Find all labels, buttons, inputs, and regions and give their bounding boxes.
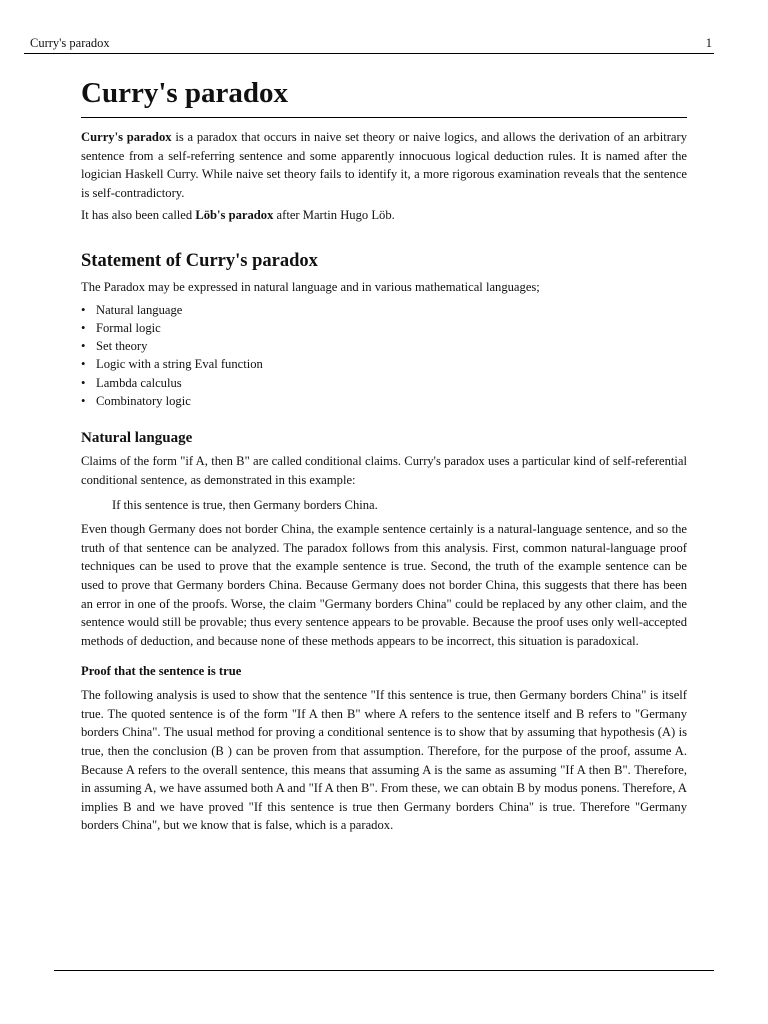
- alias-bold: Löb's paradox: [195, 208, 274, 223]
- bullet-icon: •: [81, 357, 86, 372]
- list-item: [81, 355, 687, 373]
- list-item-text: Combinatory logic: [96, 394, 191, 409]
- alias-pre: It has also been called: [81, 208, 196, 223]
- bullet-icon: •: [81, 375, 86, 390]
- alias-paragraph: [81, 206, 687, 225]
- term-bold: Curry's paradox: [81, 130, 172, 144]
- list-item: [81, 374, 687, 392]
- proof-paragraph: The following analysis is used to show that the sentence "If this sentence is true, then Germany borders China" is itself true. The quoted sentence is of the form "If A then B" where A refers to the sentence itself and B refers to "Germany borders China". The usual method for proving a conditional sentence is to show that by assuming that hypothesis (A) is true, then the conclusion (B ) can be proven from that assumption. Therefore, for the purpose of the proof, assume A. Because A refers to the overall sentence, this means that assuming A is the same as assuming "If A then B". Therefore, in assuming A, we have assumed both A and "If A then B". From these, we can obtain B by modus ponens. Therefore, A implies B and we have proved "If this sentence is true then Germany borders China" is true. Therefore "Germany borders China", but we know that is false, which is a paradox.: [81, 688, 687, 833]
- intro-text: is a paradox that occurs in naive set theory or naive logics, and allows the derivation of an arbitrary sentence from a self-referring sentence and some apparently innocuous logical deduction rules. It is named after the logician Haskell Curry. While naive set theory fails to identify it, a more rigorous examination reveals that the sentence is self-contradictory.: [81, 130, 687, 200]
- article-content: [81, 70, 687, 835]
- bullet-icon: •: [81, 394, 86, 409]
- footer-rule: [54, 970, 714, 971]
- page-number: 1: [705, 36, 712, 50]
- list-item-text: Natural language: [96, 302, 183, 317]
- statement-list: [81, 301, 687, 411]
- statement-intro: The Paradox may be expressed in natural language and in various mathematical languages;: [81, 279, 540, 294]
- bullet-icon: •: [81, 302, 86, 317]
- list-item-text: Formal logic: [96, 320, 161, 335]
- list-item: [81, 392, 687, 410]
- list-item: [81, 301, 687, 319]
- alias-post: after Martin Hugo Löb.: [273, 208, 395, 223]
- bullet-icon: •: [81, 320, 86, 335]
- natural-language-paragraph-2: Even though Germany does not border China, the example sentence certainly is a natural-language sentence, and so the truth of that sentence can be analyzed. The paradox follows from this analysis. First, common natural-language proof techniques can be used to prove that the example sentence is true. Second, the truth of the example sentence can be used to prove that Germany borders China. Because Germany does not border China, this suggests that there has been an error in one of the proofs. Worse, the claim "Germany borders China" could be replaced by any other claim, and the sentence would still be provable; thus every sentence appears to be provable. Because the proof uses only well-accepted methods of deduction, and because none of these methods appears to be incorrect, this situation is paradoxical.: [81, 522, 687, 648]
- list-item: [81, 337, 687, 355]
- bullet-icon: •: [81, 339, 86, 354]
- list-item-text: Set theory: [96, 339, 148, 354]
- example-sentence: If this sentence is true, then Germany borders China.: [112, 497, 378, 512]
- page-header: [24, 35, 714, 54]
- intro-paragraph: [81, 128, 687, 202]
- list-item: [81, 319, 687, 337]
- section-heading-natural-language: Natural language: [81, 430, 193, 447]
- list-item-text: Logic with a string Eval function: [96, 357, 263, 372]
- list-item-text: Lambda calculus: [96, 375, 182, 390]
- section-heading-proof: Proof that the sentence is true: [81, 664, 242, 679]
- page-title: Curry's paradox: [81, 70, 687, 118]
- natural-language-paragraph-1: Claims of the form "if A, then B" are called conditional claims. Curry's paradox uses a particular kind of self-referential conditional sentence, as demonstrated in this example:: [81, 454, 687, 487]
- section-heading-statement: Statement of Curry's paradox: [81, 250, 318, 271]
- running-title: Curry's paradox: [30, 36, 110, 50]
